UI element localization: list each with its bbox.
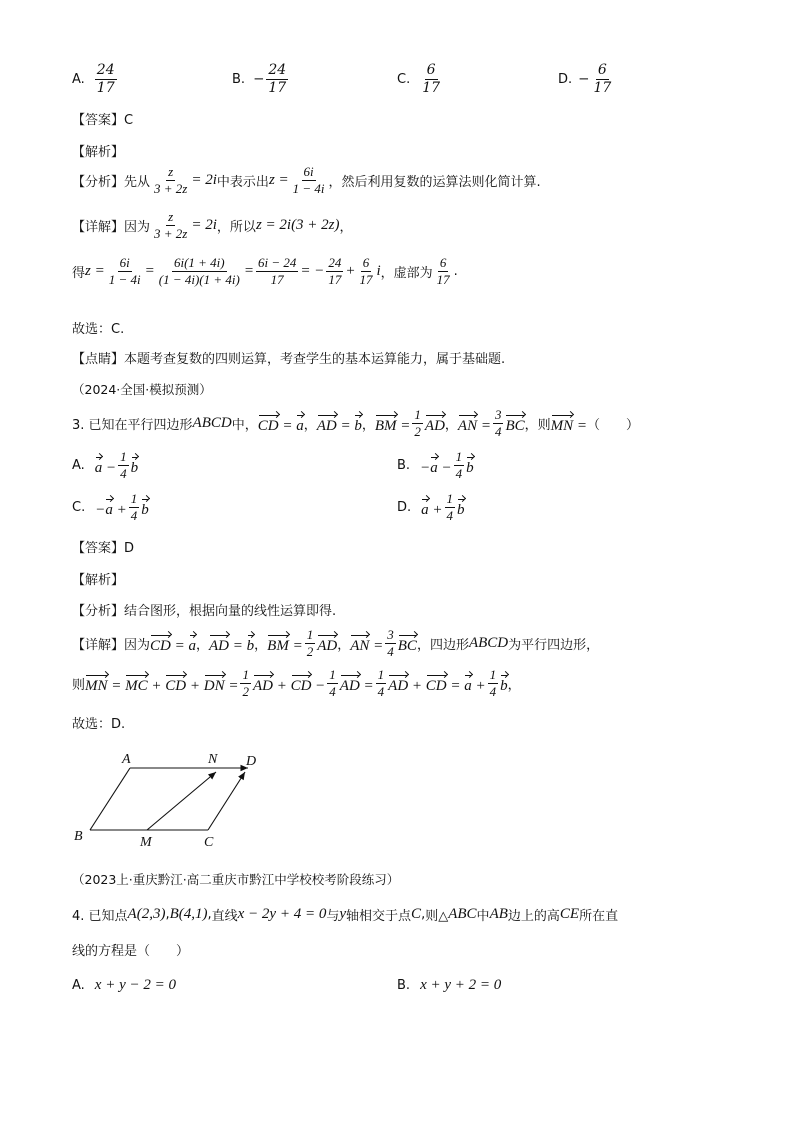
q3-option-d: D. a + $\frac{1}{4}$ b — [397, 491, 465, 523]
q2-answer: 【答案】C — [72, 113, 134, 128]
fraction: 24 17 — [96, 62, 115, 96]
side-cd — [208, 772, 245, 830]
q2-option-b: B. − $\frac{24}{17}$ — [232, 62, 287, 96]
q3-analysis-title: 【解析】 — [72, 573, 125, 588]
fraction: $\frac{24}{17}$ — [268, 62, 287, 96]
q4-stem: 4. 已知点 A(2,3) , B(4,1) , 直线 x − 2y + 4 = 0 与 y 轴相交于点 C , 则△ ABC 中 AB 边上的高 CE 所在直 — [72, 906, 619, 924]
q2-choice: 故选：C. — [72, 322, 125, 337]
q2-xiangjie: 【详解】 因为 $\frac{z}{3 + 2z}$ = 2i ，所以 z = 2i(3 + 2z) ， — [72, 209, 353, 241]
label-a: A — [122, 752, 131, 767]
label-n: N — [208, 752, 218, 767]
q2-fenxi: 【分析】 先从 $\frac{z}{3 + 2z}$ = 2i 中表示出 z = $\frac{6i}{1 - 4i}$ ，然后利用复数的运算法则化简计算. — [72, 164, 541, 196]
source-2024: （2024·全国·模拟预测） — [72, 382, 212, 397]
side-ab — [90, 768, 130, 830]
segment-mn — [147, 772, 216, 830]
q4-stem-line2: 线的方程是（ ） — [72, 944, 190, 959]
q2-option-d: D. − $\frac{6}{17}$ — [558, 62, 612, 96]
q3-option-a: A. a − $\frac{1}{4}$ b — [72, 449, 139, 481]
q2-analysis-title: 【解析】 — [72, 145, 125, 160]
q3-choice: 故选：D. — [72, 717, 126, 732]
q2-derivation: 得 z = $\frac{6i}{1 - 4i}$ = $\frac{6i(1 + 4i)}{(1 - 4i)(1 + 4i)}$ = $\frac{6i - 24}{17}$ = − $\frac{24}{17}$ + $\frac{6}{17}$ i ，虚部为 6 17 . — [72, 255, 458, 287]
q2-option-a: A. 24 17 — [72, 62, 115, 96]
q3-derivation: 则 MN = MC + CD + DN = $\frac{1}{2}$ AD + CD − $\frac{1}{4}$ AD = $\frac{1}{4}$ AD + CD = a + $\frac{1}{4}$ b ， — [72, 667, 521, 699]
label-c: C — [204, 835, 214, 850]
q3-xiangjie: 【详解】 因为 CD = a ， AD = b ， BM = $\frac{1}{2}$ AD ， AN = $\frac{3}{4}$ BC ，四边形 ABCD 为平行四边形， — [72, 627, 600, 659]
q3-option-c: C. −a + $\frac{1}{4}$ b — [72, 491, 149, 523]
q4-option-a: A. x + y − 2 = 0 — [72, 977, 176, 993]
source-2023: （2023上·重庆黔江·高二重庆市黔江中学校校考阶段练习） — [72, 872, 400, 887]
label-b: B — [74, 829, 83, 844]
q2-option-c: C. 6 17 — [397, 62, 441, 96]
q3-fenxi: 【分析】结合图形，根据向量的线性运算即得. — [72, 604, 337, 619]
q4-option-b: B. x + y + 2 = 0 — [397, 977, 502, 993]
label-d: D — [246, 754, 257, 769]
q3-stem: 3. 已知在平行四边形 ABCD 中， CD = a ， AD = b ， BM = $\frac{1}{2}$ AD ， AN = $\frac{3}{4}$ BC ，则 MN = （ ） — [72, 407, 640, 439]
q3-answer: 【答案】D — [72, 541, 135, 556]
q2-dianjing: 【点睛】本题考查复数的四则运算，考查学生的基本运算能力，属于基础题. — [72, 352, 506, 367]
fraction: $\frac{6}{17}$ — [593, 62, 612, 96]
q3-option-b: B. −a − $\frac{1}{4}$ b — [397, 449, 474, 481]
parallelogram-figure — [70, 748, 280, 850]
label-m: M — [140, 835, 152, 850]
fraction: 6 17 — [422, 62, 441, 96]
